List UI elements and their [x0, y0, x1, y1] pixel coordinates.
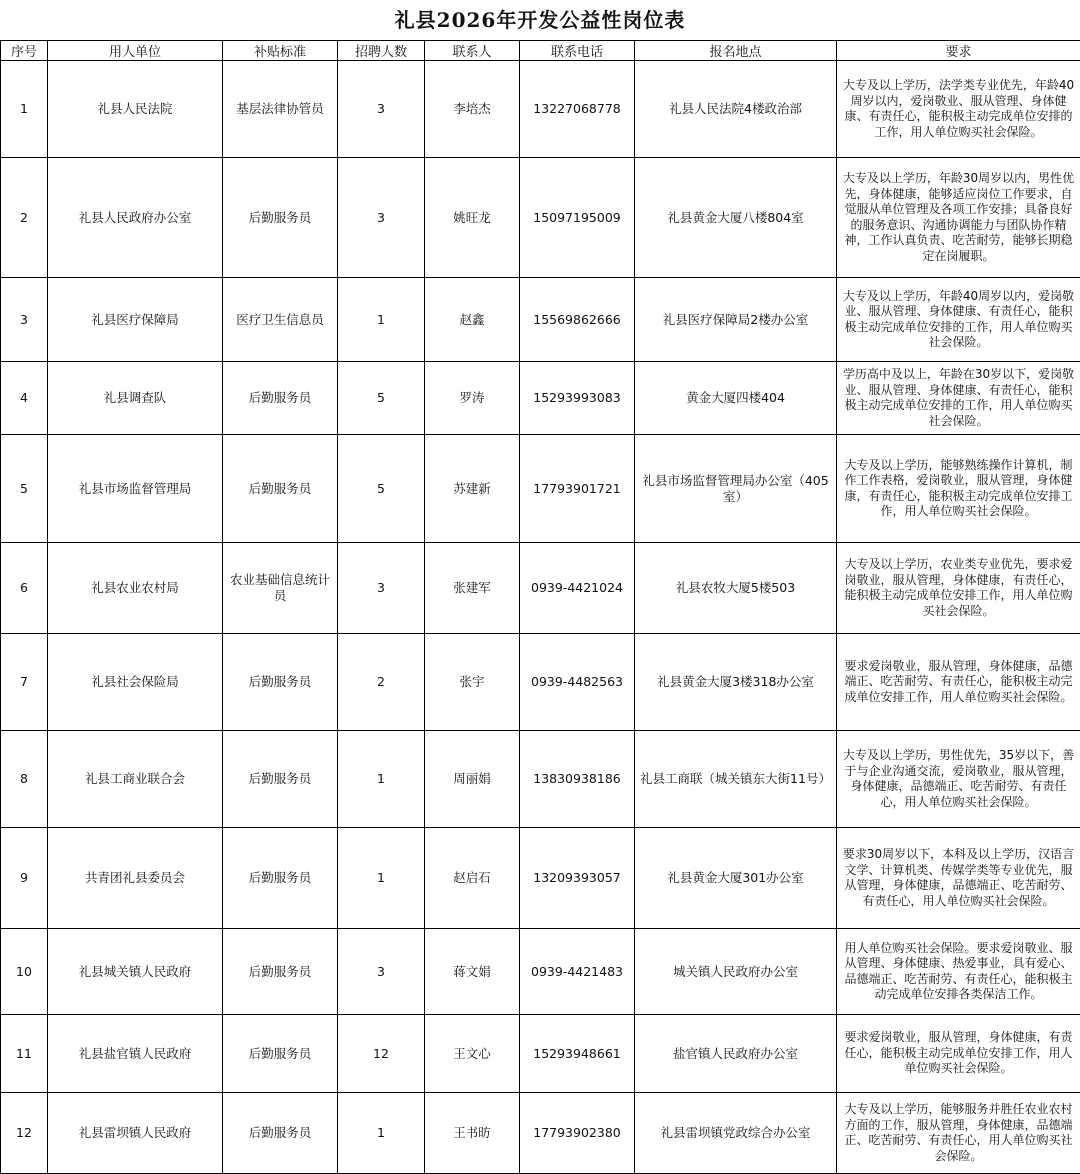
row-phone: 0939-4482563	[520, 634, 635, 731]
row-subsidy: 后勤服务员	[223, 435, 338, 543]
row-contact: 罗涛	[425, 362, 520, 435]
row-number: 8	[1, 731, 48, 828]
row-requirement: 大专及以上学历，能够熟练操作计算机，制作工作表格，爱岗敬业，服从管理，身体健康，有责任心，能积极主动完成单位安排工作，用人单位购买社会保险。	[837, 435, 1080, 543]
row-phone: 15569862666	[520, 278, 635, 362]
row-location: 礼县农牧大厦5楼503	[635, 543, 837, 634]
header-location: 报名地点	[635, 41, 837, 61]
row-subsidy: 基层法律协管员	[223, 61, 338, 158]
row-count: 2	[338, 634, 425, 731]
row-phone: 15097195009	[520, 158, 635, 278]
row-subsidy: 后勤服务员	[223, 634, 338, 731]
row-location: 礼县黄金大厦3楼318办公室	[635, 634, 837, 731]
row-location: 礼县市场监督管理局办公室（405室）	[635, 435, 837, 543]
row-number: 11	[1, 1015, 48, 1093]
row-phone: 13209393057	[520, 828, 635, 929]
table-header-row	[1, 41, 1080, 61]
row-number: 2	[1, 158, 48, 278]
table-row	[1, 731, 1080, 828]
row-phone: 15293948661	[520, 1015, 635, 1093]
row-unit: 礼县医疗保障局	[48, 278, 223, 362]
row-unit: 礼县调查队	[48, 362, 223, 435]
row-requirement: 大专及以上学历，农业类专业优先，要求爱岗敬业，服从管理，身体健康，有责任心，能积极主动完成单位安排工作，用人单位购买社会保险。	[837, 543, 1080, 634]
row-number: 6	[1, 543, 48, 634]
row-number: 9	[1, 828, 48, 929]
row-count: 3	[338, 158, 425, 278]
row-phone: 13830938186	[520, 731, 635, 828]
row-count: 1	[338, 828, 425, 929]
row-requirement: 要求爱岗敬业，服从管理，身体健康，品德端正、吃苦耐劳、有责任心，能积极主动完成单位安排工作，用人单位购买社会保险。	[837, 634, 1080, 731]
row-count: 1	[338, 278, 425, 362]
row-subsidy: 后勤服务员	[223, 828, 338, 929]
row-subsidy: 后勤服务员	[223, 731, 338, 828]
row-location: 礼县医疗保障局2楼办公室	[635, 278, 837, 362]
row-number: 1	[1, 61, 48, 158]
row-unit: 礼县城关镇人民政府	[48, 929, 223, 1015]
row-location: 礼县工商联（城关镇东大街11号）	[635, 731, 837, 828]
row-count: 1	[338, 731, 425, 828]
row-unit: 共青团礼县委员会	[48, 828, 223, 929]
row-subsidy: 后勤服务员	[223, 1093, 338, 1174]
row-requirement: 学历高中及以上，年龄在30岁以下，爱岗敬业、服从管理、身体健康、有责任心，能积极主动完成单位安排的工作，用人单位购买社会保险。	[837, 362, 1080, 435]
row-contact: 姚旺龙	[425, 158, 520, 278]
row-location: 礼县人民法院4楼政治部	[635, 61, 837, 158]
table-row	[1, 929, 1080, 1015]
row-requirement: 要求爱岗敬业，服从管理，身体健康，有责任心，能积极主动完成单位安排工作，用人单位购买社会保险。	[837, 1015, 1080, 1093]
row-requirement: 大专及以上学历，男性优先，35岁以下，善于与企业沟通交流，爱岗敬业，服从管理，身体健康，品德端正、吃苦耐劳、有责任心，用人单位购买社会保险。	[837, 731, 1080, 828]
header-phone: 联系电话	[520, 41, 635, 61]
table-row	[1, 61, 1080, 158]
page-title: 礼县2026年开发公益性岗位表	[394, 8, 686, 32]
row-count: 5	[338, 362, 425, 435]
row-unit: 礼县工商业联合会	[48, 731, 223, 828]
table-row	[1, 828, 1080, 929]
table-row	[1, 362, 1080, 435]
row-location: 盐官镇人民政府办公室	[635, 1015, 837, 1093]
row-count: 3	[338, 929, 425, 1015]
row-contact: 赵启石	[425, 828, 520, 929]
row-count: 5	[338, 435, 425, 543]
row-subsidy: 医疗卫生信息员	[223, 278, 338, 362]
row-contact: 蒋文娟	[425, 929, 520, 1015]
row-count: 3	[338, 61, 425, 158]
row-contact: 张宇	[425, 634, 520, 731]
positions-table	[0, 40, 1080, 1174]
header-subsidy: 补贴标准	[223, 41, 338, 61]
header-requirement: 要求	[837, 41, 1080, 61]
row-contact: 张建军	[425, 543, 520, 634]
row-requirement: 大专及以上学历，能够服务并胜任农业农村方面的工作，服从管理，身体健康，品德端正、吃苦耐劳、有责任心，用人单位购买社会保险。	[837, 1093, 1080, 1174]
row-contact: 周丽娟	[425, 731, 520, 828]
row-contact: 赵鑫	[425, 278, 520, 362]
row-requirement: 大专及以上学历，年龄30周岁以内，男性优先，身体健康，能够适应岗位工作要求，自觉服从单位管理及各项工作安排；具备良好的服务意识、沟通协调能力与团队协作精神，工作认真负责、吃苦耐劳，能够长期稳定在岗履职。	[837, 158, 1080, 278]
row-number: 10	[1, 929, 48, 1015]
row-number: 4	[1, 362, 48, 435]
row-subsidy: 后勤服务员	[223, 929, 338, 1015]
row-phone: 0939-4421483	[520, 929, 635, 1015]
table-row	[1, 158, 1080, 278]
table-row	[1, 435, 1080, 543]
row-unit: 礼县社会保险局	[48, 634, 223, 731]
row-requirement: 要求30周岁以下，本科及以上学历，汉语言文学、计算机类、传媒学类等专业优先，服从管理，身体健康，品德端正、吃苦耐劳、有责任心，用人单位购买社会保险。	[837, 828, 1080, 929]
row-unit: 礼县市场监督管理局	[48, 435, 223, 543]
row-subsidy: 后勤服务员	[223, 362, 338, 435]
row-unit: 礼县盐官镇人民政府	[48, 1015, 223, 1093]
row-requirement: 大专及以上学历，年龄40周岁以内，爱岗敬业、服从管理、身体健康、有责任心，能积极主动完成单位安排的工作，用人单位购买社会保险。	[837, 278, 1080, 362]
row-count: 3	[338, 543, 425, 634]
row-phone: 17793902380	[520, 1093, 635, 1174]
row-requirement: 用人单位购买社会保险。要求爱岗敬业、服从管理、身体健康、热爱事业，具有爱心、品德端正、吃苦耐劳、有责任心，能积极主动完成单位安排各类保洁工作。	[837, 929, 1080, 1015]
row-contact: 李培杰	[425, 61, 520, 158]
row-unit: 礼县雷坝镇人民政府	[48, 1093, 223, 1174]
table-row	[1, 1015, 1080, 1093]
row-number: 5	[1, 435, 48, 543]
row-phone: 17793901721	[520, 435, 635, 543]
header-unit: 用人单位	[48, 41, 223, 61]
row-location: 城关镇人民政府办公室	[635, 929, 837, 1015]
row-contact: 王文心	[425, 1015, 520, 1093]
table-row	[1, 1093, 1080, 1174]
row-phone: 0939-4421024	[520, 543, 635, 634]
row-location: 礼县雷坝镇党政综合办公室	[635, 1093, 837, 1174]
row-count: 1	[338, 1093, 425, 1174]
row-subsidy: 后勤服务员	[223, 158, 338, 278]
row-unit: 礼县人民法院	[48, 61, 223, 158]
table-row	[1, 543, 1080, 634]
row-location: 礼县黄金大厦301办公室	[635, 828, 837, 929]
header-contact: 联系人	[425, 41, 520, 61]
header-no: 序号	[1, 41, 48, 61]
row-subsidy: 后勤服务员	[223, 1015, 338, 1093]
row-unit: 礼县农业农村局	[48, 543, 223, 634]
row-location: 黄金大厦四楼404	[635, 362, 837, 435]
row-requirement: 大专及以上学历，法学类专业优先，年龄40周岁以内，爱岗敬业、服从管理、身体健康、有责任心，能积极主动完成单位安排的工作，用人单位购买社会保险。	[837, 61, 1080, 158]
row-contact: 王书昉	[425, 1093, 520, 1174]
row-contact: 苏建新	[425, 435, 520, 543]
header-count: 招聘人数	[338, 41, 425, 61]
table-row	[1, 278, 1080, 362]
row-subsidy: 农业基础信息统计员	[223, 543, 338, 634]
row-phone: 13227068778	[520, 61, 635, 158]
row-unit: 礼县人民政府办公室	[48, 158, 223, 278]
row-location: 礼县黄金大厦八楼804室	[635, 158, 837, 278]
row-count: 12	[338, 1015, 425, 1093]
row-number: 7	[1, 634, 48, 731]
row-number: 12	[1, 1093, 48, 1174]
table-row	[1, 634, 1080, 731]
row-phone: 15293993083	[520, 362, 635, 435]
row-number: 3	[1, 278, 48, 362]
